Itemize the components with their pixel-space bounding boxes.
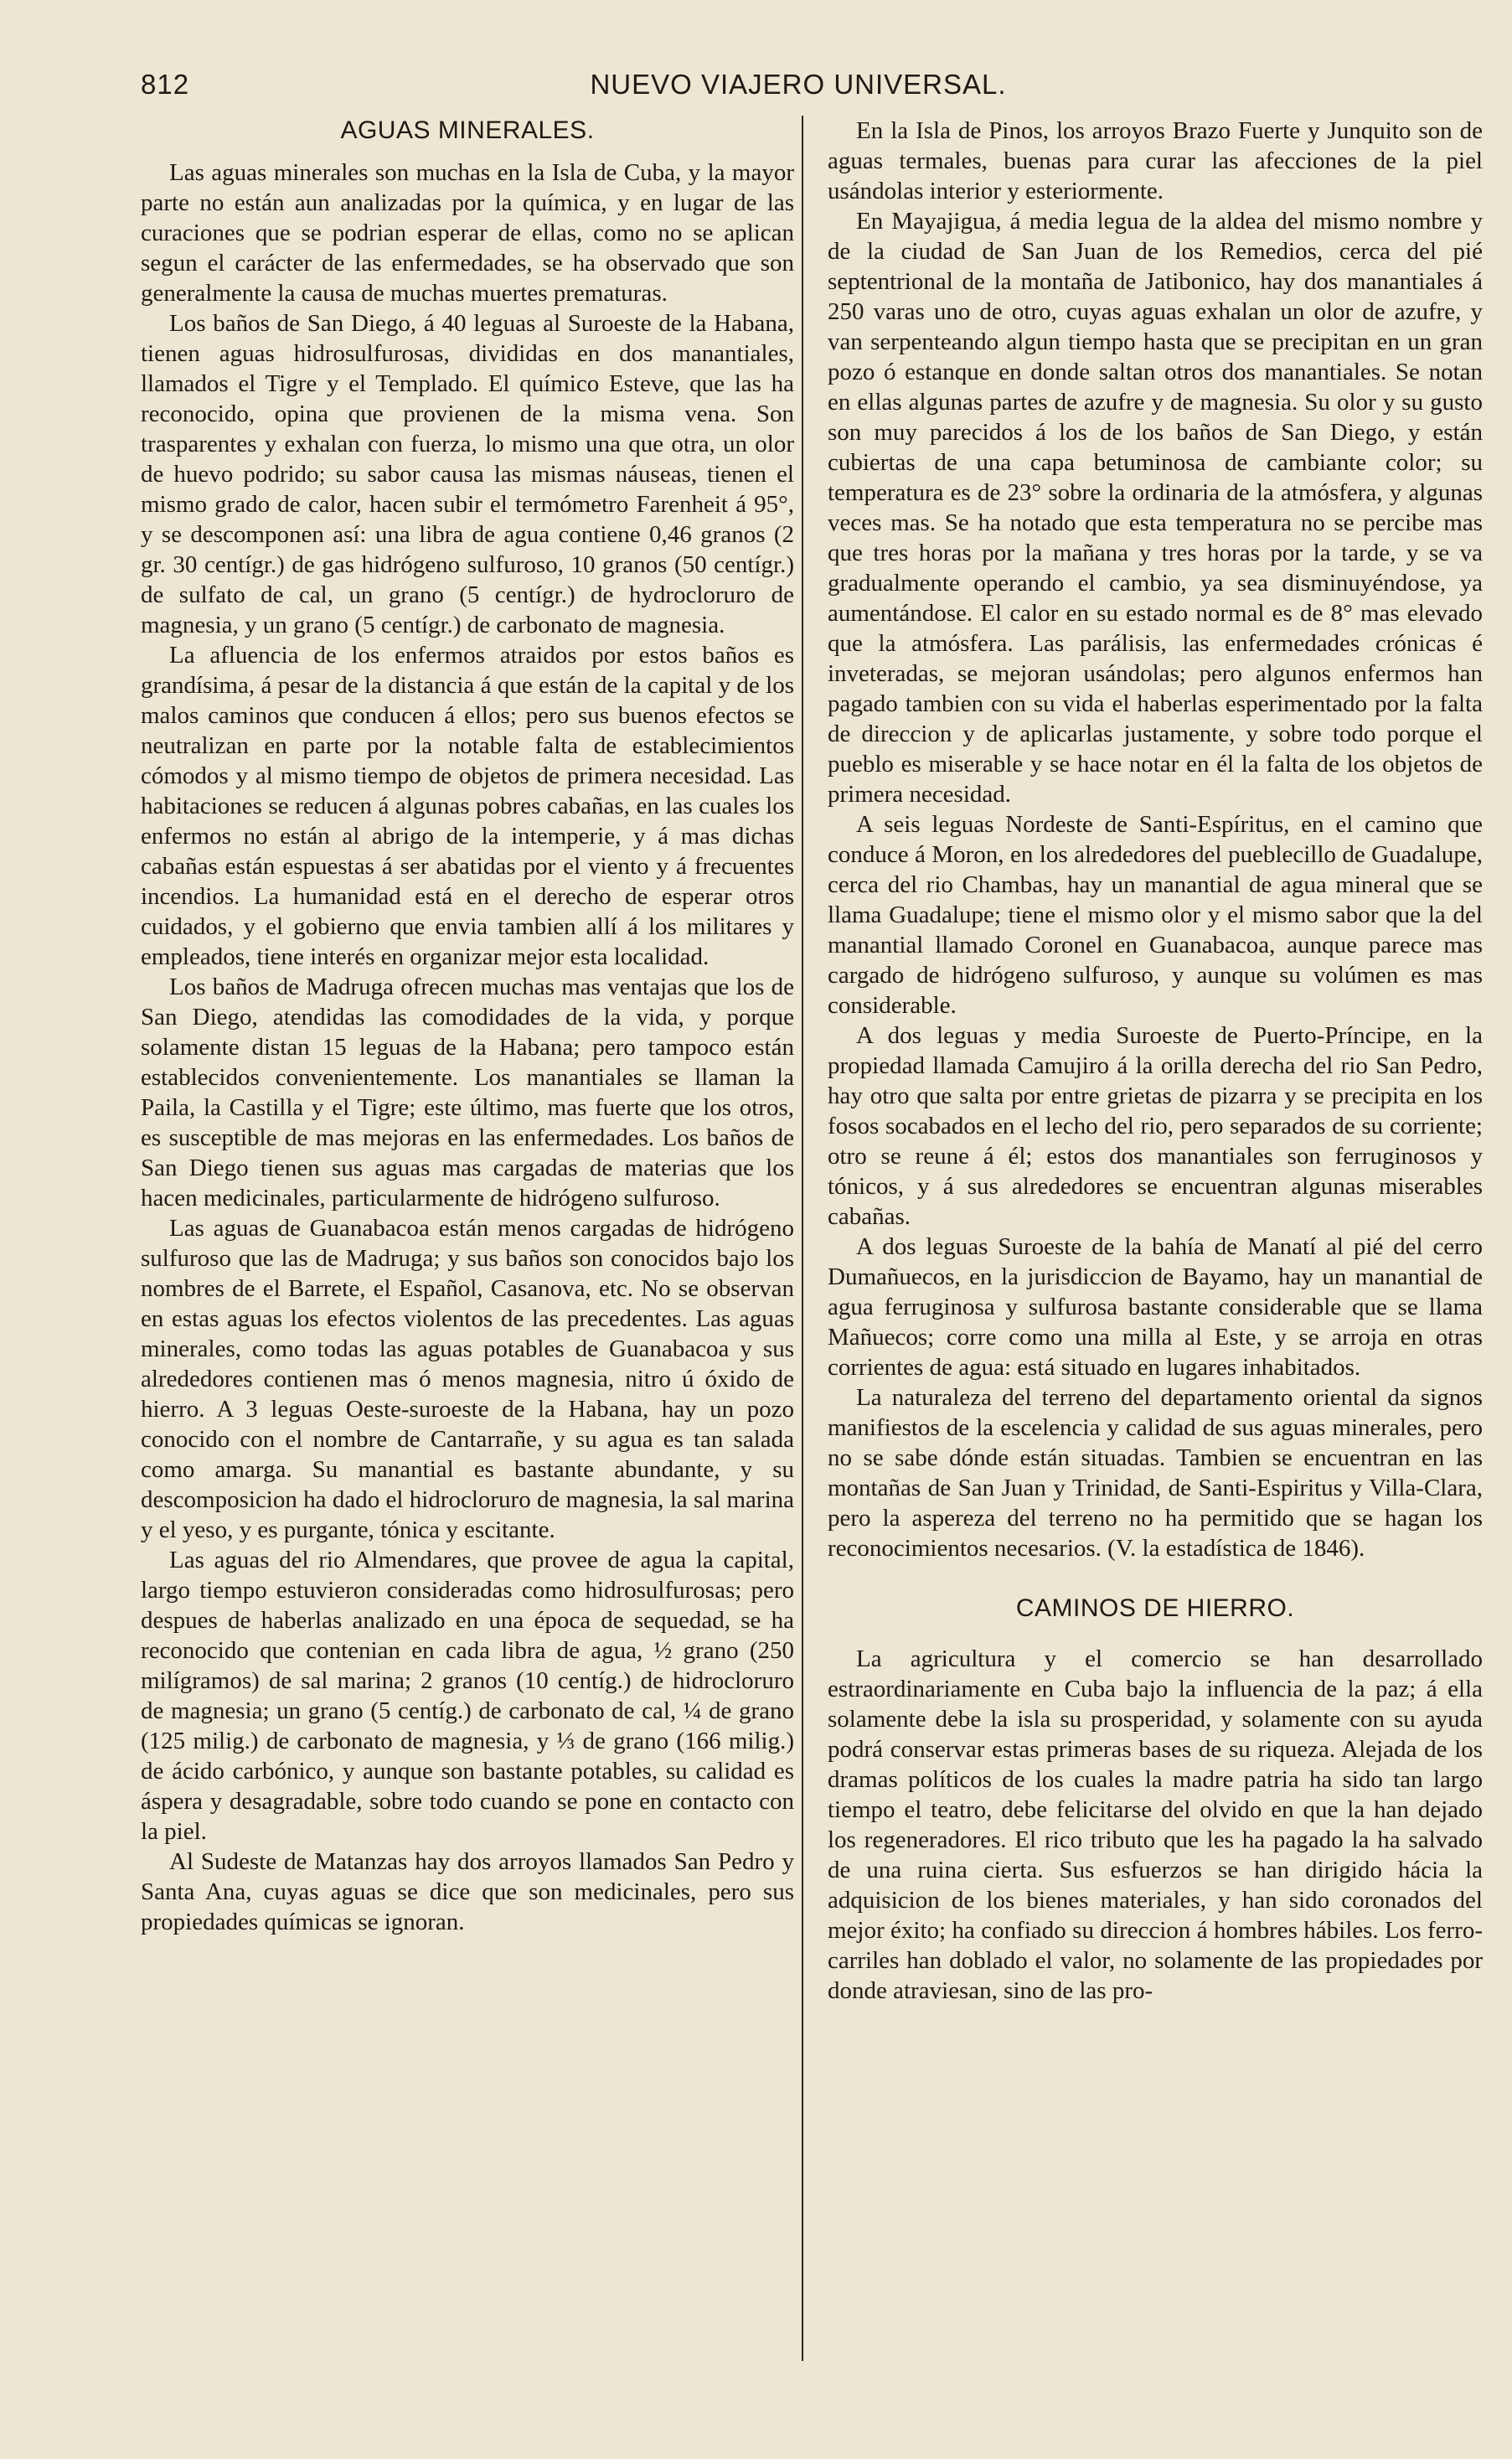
paragraph: Las aguas del rio Almendares, que provee de agua la capital, largo tiempo estuvieron consideradas como hidrosulfurosas; pero despues de haberlas analizado en una época de sequedad, se ha reconocido que contenian en cada libra de agua, ½ grano (250 milígramos) de sal marina; 2 granos (10 centíg.) de hidrocloruro de magnesia; un grano (5 centíg.) de carbonato de cal, ¼ de grano (125 milig.) de carbonato de magnesia, y ⅓ de grano (166 milig.) de ácido carbónico, y aunque son bastante potables, su calidad es áspera y desagradable, sobre todo cuando se pone en contacto con la piel. (141, 1547, 794, 1845)
paragraph: En la Isla de Pinos, los arroyos Brazo Fuerte y Junquito son de aguas termales, buenas para curar las afecciones de la piel usándolas interior y esteriormente. (828, 117, 1483, 204)
paragraph: Las aguas de Guanabacoa están menos cargadas de hidrógeno sulfuroso que las de Madruga; y sus baños son conocidos bajo los nombres de el Barrete, el Español, Casanova, etc. No se observan en estas aguas los efectos violentos de las precedentes. Las aguas minerales, como todas las aguas potables de Guanabacoa y sus alrededores contienen mas ó menos magnesia, nitro ú óxido de hierro. A 3 leguas Oeste-suroeste de la Habana, hay un pozo conocido con el nombre de Cantarrañe, y su agua es tan salada como amarga. Su manantial es bastante abundante, y su descomposicion ha dado el hidrocloruro de magnesia, la sal marina y el yeso, y es purgante, tónica y escitante. (141, 1215, 794, 1543)
left-column (141, 116, 794, 1937)
paragraph: A dos leguas y media Suroeste de Puerto-Príncipe, en la propiedad llamada Camujiro á la orilla derecha del rio San Pedro, hay otro que salta por entre grietas de pizarra y se precipita en los fosos socabados en el lecho del rio, pero separados de su corriente; otro se reune á él; estos dos manantiales son ferruginosos y tónicos, y á sus alrededores se encuentran algunas miserables cabañas. (828, 1022, 1483, 1230)
paragraph: La naturaleza del terreno del departamento oriental da signos manifiestos de la escelencia y calidad de sus aguas minerales, pero no se sabe dónde están situadas. Tambien se encuentran en las montañas de San Juan y Trinidad, de Santi-Espiritus y Villa-Clara, pero la aspereza del terreno no ha permitido que se hagan los reconocimientos necesarios. (V. la estadística de 1846). (828, 1384, 1483, 1562)
paragraph: Los baños de Madruga ofrecen muchas mas ventajas que los de San Diego, atendidas las comodidades de la vida, y porque solamente distan 15 leguas de la Habana; pero tampoco están establecidos convenientemente. Los manantiales se llaman la Paila, la Castilla y el Tigre; este último, mas fuerte que los otros, es susceptible de mas mejoras en las enfermedades. Los baños de San Diego tienen sus aguas mas cargadas de materias que los hacen medicinales, particularmente de hidrógeno sulfuroso. (141, 974, 794, 1211)
paragraph: La afluencia de los enfermos atraidos por estos baños es grandísima, á pesar de la distancia á que están de la capital y de los malos caminos que conducen á ellos; pero sus buenos efectos se neutralizan en parte por la notable falta de establecimientos cómodos y al mismo tiempo de objetos de primera necesidad. Las habitaciones se reducen á algunas pobres cabañas, en las cuales los enfermos no están al abrigo de la intemperie, y á mas dichas cabañas están espuestas á ser abatidas por el viento y á frecuentes incendios. La humanidad está en el derecho de esperar otros cuidados, y el gobierno que envia tambien allí á los militares y empleados, tiene interés en organizar mejor esta localidad. (141, 642, 794, 970)
right-column (828, 116, 1483, 2006)
running-title: NUEVO VIAJERO UNIVERSAL. (590, 69, 1007, 100)
page-header (141, 69, 1456, 107)
page-number: 812 (141, 69, 190, 100)
paragraph: En Mayajigua, á media legua de la aldea del mismo nombre y de la ciudad de San Juan de los Remedios, cerca del pié septentrional de la montaña de Jatibonico, hay dos manantiales á 250 varas uno de otro, cuyas aguas exhalan un olor de azufre, y van serpenteando algun tiempo hasta que se precipitan en un gran pozo ó estanque en donde saltan otros dos manantiales. Se notan en ellas algunas partes de azufre y de magnesia. Su olor y su gusto son muy parecidos á los de los baños de San Diego, y están cubiertas de una capa betuminosa de cambiante color; su temperatura es de 23° sobre la ordinaria de la atmósfera, y algunas veces mas. Se ha notado que esta temperatura no se percibe mas que tres horas por la mañana y tres horas por la tarde, y se va gradualmente operando el cambio, ya sea disminuyéndose, ya aumentándose. El calor en su estado normal es de 8° mas elevado que la atmósfera. Las parálisis, las enfermedades crónicas é inveteradas, se mejoran usándolas; pero algunos enfermos han pagado tambien con su vida el haberlas esperimentado por la falta de direccion y de aplicarlas justamente, y sobre todo porque el pueblo es miserable y se hace notar en él la falta de los objetos de primera necesidad. (828, 208, 1483, 808)
section-heading-caminos-de-hierro: CAMINOS DE HIERRO. (1015, 1594, 1295, 1622)
section-heading-aguas-minerales: AGUAS MINERALES. (340, 116, 595, 144)
paragraph: Los baños de San Diego, á 40 leguas al Suroeste de la Habana, tienen aguas hidrosulfurosas, divididas en dos manantiales, llamados el Tigre y el Templado. El químico Esteve, que las ha reconocido, opina que provienen de la misma vena. Son trasparentes y exhalan con fuerza, lo mismo una que otra, un olor de huevo podrido; su sabor causa las mismas náuseas, tienen el mismo grado de calor, hacen subir el termómetro Farenheit á 95°, y se descomponen así: una libra de agua contiene 0,46 granos (2 gr. 30 centígr.) de gas hidrógeno sulfuroso, 10 granos (50 centígr.) de sulfato de cal, un grano (5 centígr.) de hydrocloruro de magnesia, y un grano (5 centígr.) de carbonato de magnesia. (141, 310, 794, 638)
paragraph: A dos leguas Suroeste de la bahía de Manatí al pié del cerro Dumañuecos, en la jurisdiccion de Bayamo, hay un manantial de agua ferruginosa y sulfurosa bastante considerable que se llama Mañuecos; corre como una milla al Este, y se arroja en otras corrientes de agua: está situado en lugares inhabitados. (828, 1233, 1483, 1381)
paragraph: A seis leguas Nordeste de Santi-Espíritus, en el camino que conduce á Moron, en los alrededores del pueblecillo de Guadalupe, cerca del rio Chambas, hay un manantial de agua mineral que se llama Guadalupe; tiene el mismo olor y el mismo sabor que la del manantial llamado Coronel en Guanabacoa, aunque parece mas cargado de hidrógeno sulfuroso, y aunque su volúmen es mas considerable. (828, 811, 1483, 1019)
paragraph: La agricultura y el comercio se han desarrollado estraordinariamente en Cuba bajo la influencia de la paz; á ella solamente debe la isla su prosperidad, y solamente con su ayuda podrá conservar estas primeras bases de su riqueza. Alejada de los dramas políticos de los cuales la madre patria ha sido tan largo tiempo el teatro, debe felicitarse del olvido en que la han dejado los regeneradores. El rico tributo que les ha pagado la ha salvado de una ruina cierta. Sus esfuerzos se han dirigido hácia la adquisicion de los bienes materiales, y han sido coronados del mejor éxito; ha confiado su direccion á hombres hábiles. Los ferro-carriles han doblado el valor, no solamente de las propiedades por donde atraviesan, sino de las pro- (828, 1645, 1483, 2004)
paragraph: Al Sudeste de Matanzas hay dos arroyos llamados San Pedro y Santa Ana, cuyas aguas se dice que son medicinales, pero sus propiedades químicas se ignoran. (141, 1848, 794, 1935)
column-divider (802, 116, 803, 2361)
paragraph: Las aguas minerales son muchas en la Isla de Cuba, y la mayor parte no están aun analizadas por la química, y en lugar de las curaciones que se podrian esperar de ellas, como no se aplican segun el carácter de las enfermedades, se ha observado que son generalmente la causa de muchas muertes prematuras. (141, 159, 794, 307)
